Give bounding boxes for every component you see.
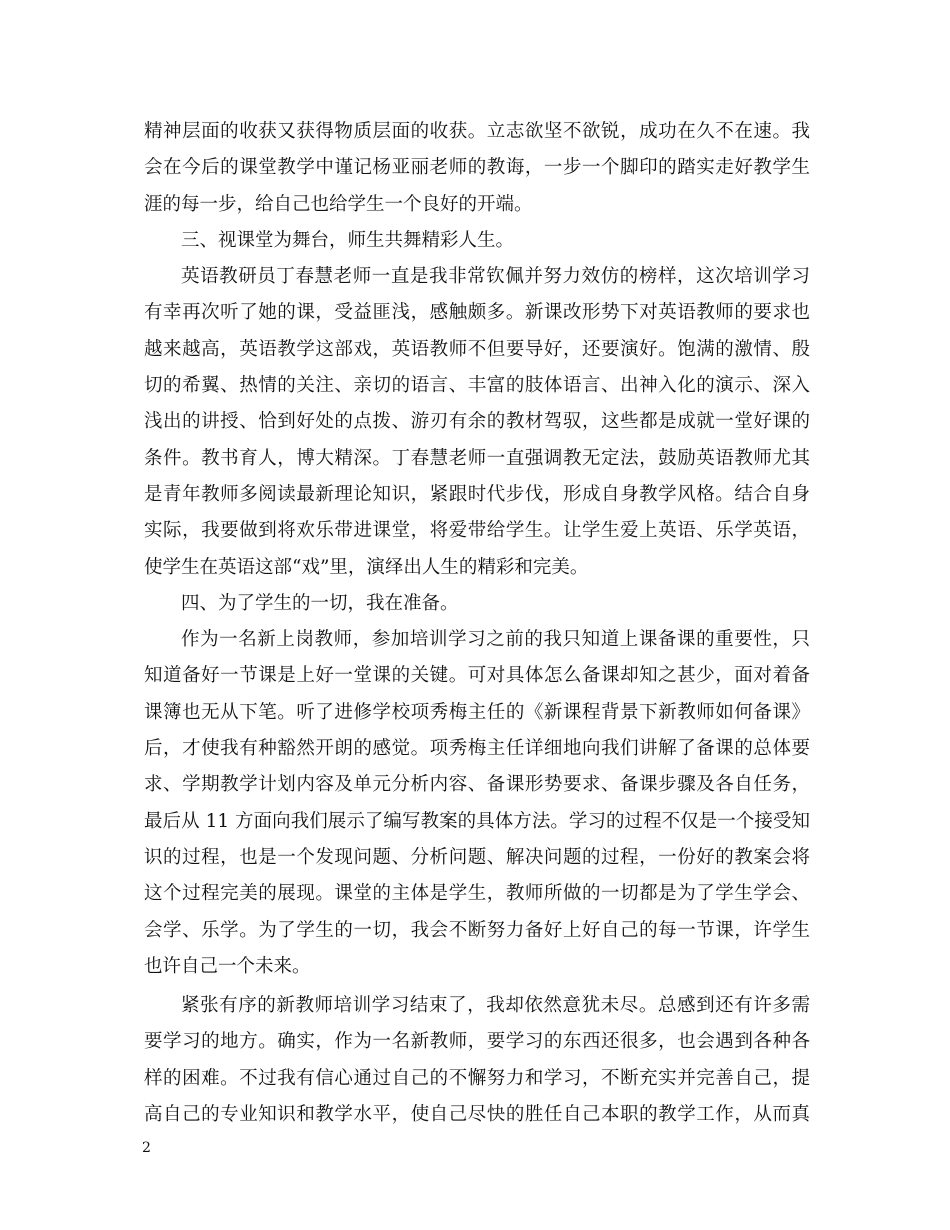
text-line: 切的希翼、热情的关注、亲切的语言、丰富的肢体语言、出神入化的演示、深入 xyxy=(144,375,810,397)
text-line: 要学习的地方。确实，作为一名新教师，要学习的东西还很多，也会遇到各种各 xyxy=(144,1031,810,1053)
text-line: 浅出的讲授、恰到好处的点拨、游刃有余的教材驾驭，这些都是成就一堂好课的 xyxy=(144,411,810,433)
text-line: 求、学期教学计划内容及单元分析内容、备课形势要求、备课步骤及各自任务， xyxy=(144,774,810,796)
text-line: 课簿也无从下笔。听了进修学校项秀梅主任的《新课程背景下新教师如何备课》 xyxy=(144,701,810,723)
text-line: 识的过程，也是一个发现问题、分析问题、解决问题的过程，一份好的教案会将 xyxy=(144,846,810,868)
section-heading: 三、视课堂为舞台，师生共舞精彩人生。 xyxy=(181,229,515,251)
document-body xyxy=(144,114,810,1133)
text-line: 涯的每一步，给自己也给学生一个良好的开端。 xyxy=(144,193,533,215)
text-line: 使学生在英语这部“戏”里，演绎出人生的精彩和完美。 xyxy=(144,556,589,578)
text-line: 这个过程完美的展现。课堂的主体是学生，教师所做的一切都是为了学生学会、 xyxy=(144,883,810,905)
page-number: 2 xyxy=(142,1140,151,1156)
text-line: 英语教研员丁春慧老师一直是我非常钦佩并努力效仿的榜样，这次培训学习 xyxy=(181,266,810,288)
text-line: 实际，我要做到将欢乐带进课堂，将爱带给学生。让学生爱上英语、乐学英语， xyxy=(144,520,810,542)
text-line: 是青年教师多阅读最新理论知识，紧跟时代步伐，形成自身教学风格。结合自身 xyxy=(144,483,810,505)
text-line: 知道备好一节课是上好一堂课的关键。可对具体怎么备课却知之甚少，面对着备 xyxy=(144,665,810,687)
text-line: 有幸再次听了她的课，受益匪浅，感触颇多。新课改形势下对英语教师的要求也 xyxy=(144,302,810,324)
text-line: 高自己的专业知识和教学水平，使自己尽快的胜任自己本职的教学工作，从而真 xyxy=(144,1104,810,1126)
text-line: 会在今后的课堂教学中谨记杨亚丽老师的教诲，一步一个脚印的踏实走好教学生 xyxy=(144,157,810,179)
text-line: 条件。教书育人，博大精深。丁春慧老师一直强调教无定法，鼓励英语教师尤其 xyxy=(144,447,810,469)
text-line: 也许自己一个未来。 xyxy=(144,955,311,977)
text-line: 样的困难。不过我有信心通过自己的不懈努力和学习，不断充实并完善自己，提 xyxy=(144,1067,810,1089)
section-heading: 四、为了学生的一切，我在准备。 xyxy=(181,592,459,614)
text-line: 精神层面的收获又获得物质层面的收获。立志欲坚不欲锐，成功在久不在速。我 xyxy=(144,121,810,142)
text-line: 越来越高，英语教学这部戏，英语教师不但要导好，还要演好。饱满的激情、殷 xyxy=(144,338,810,360)
text-line: 作为一名新上岗教师，参加培训学习之前的我只知道上课备课的重要性，只 xyxy=(181,629,810,651)
text-line: 紧张有序的新教师培训学习结束了，我却依然意犹未尽。总感到还有许多需 xyxy=(181,995,810,1017)
text-line: 后，才使我有种豁然开朗的感觉。项秀梅主任详细地向我们讲解了备课的总体要 xyxy=(144,738,810,760)
text-line: 最后从 11 方面向我们展示了编写教案的具体方法。学习的过程不仅是一个接受知 xyxy=(144,810,810,832)
text-line: 会学、乐学。为了学生的一切，我会不断努力备好上好自己的每一节课，许学生 xyxy=(144,919,810,941)
